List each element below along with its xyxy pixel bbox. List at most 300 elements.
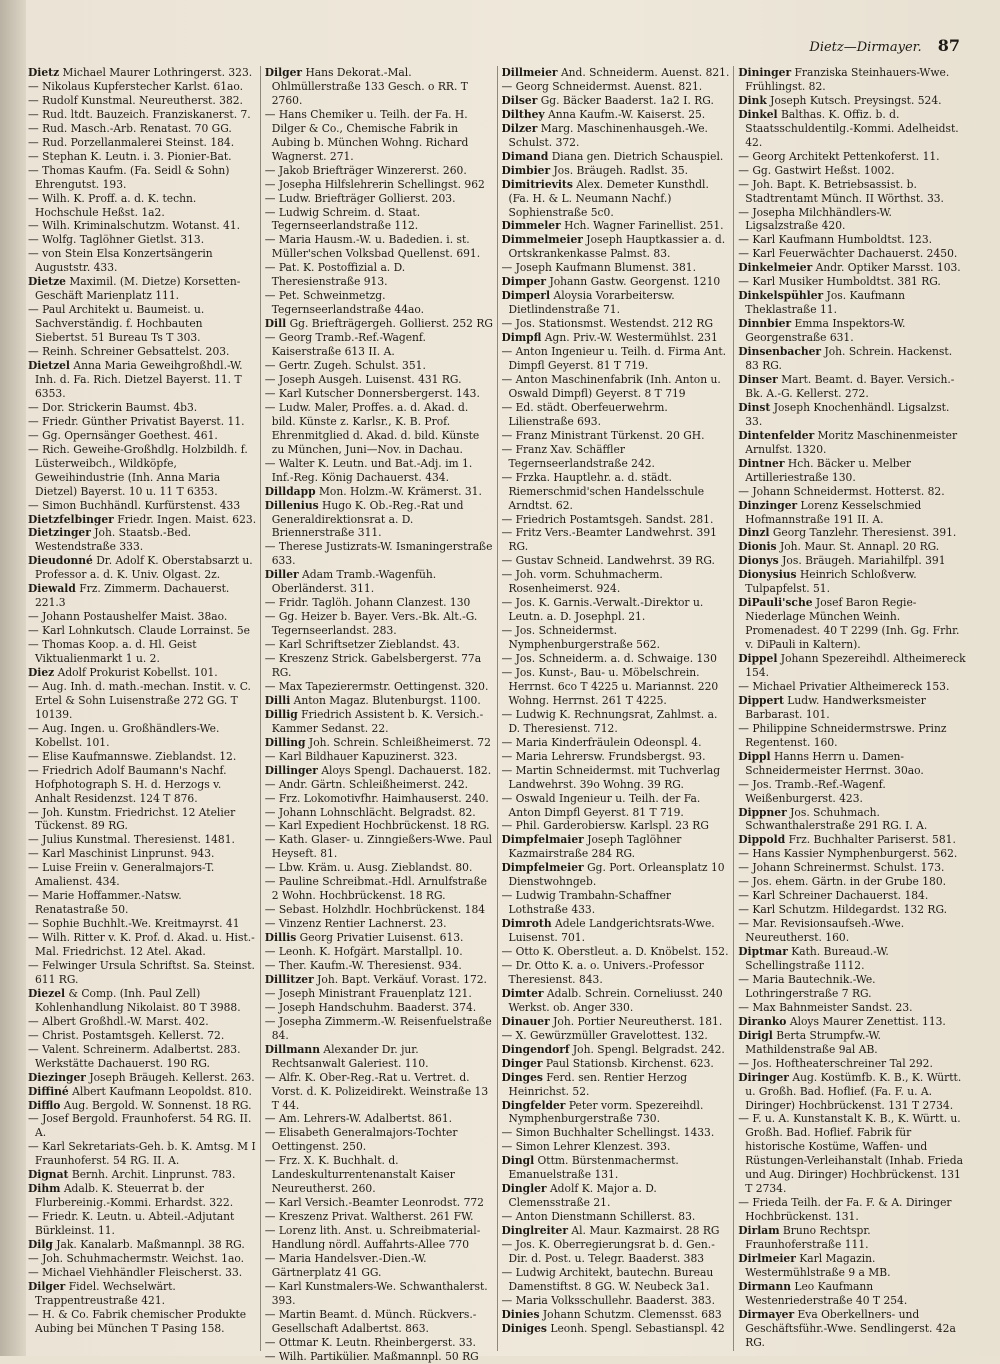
directory-entry: — Martin Beamt. d. Münch. Rückvers.-Gesellschaft Adalbertst. 863.: [264, 1307, 477, 1335]
directory-entry: Dippel Johann Spezereihdl. Altheimereck 154.: [738, 652, 966, 679]
directory-entry: Dimmelmeier Joseph Hauptkassier a. d. Ortskrankenkasse Palmst. 83.: [501, 233, 726, 261]
directory-entry: — Leonh. K. Hofgärt. Marstallpl. 10.: [264, 945, 463, 959]
directory-entry: Diez Adolf Prokurist Kobellst. 101.: [28, 665, 218, 679]
directory-entry: Dillmeier And. Schneiderm. Auenst. 821.: [501, 66, 730, 79]
directory-entry: — Elise Kaufmannswe. Zieblandst. 12.: [28, 749, 237, 763]
directory-entry: Dillenius Hugo K. Ob.-Reg.-Rat und Generaldirektionsrat a. D. Briennerstraße 311.: [264, 498, 464, 540]
directory-entry: — Sebast. Holzhdlr. Hochbrückenst. 184: [264, 903, 486, 917]
directory-entry: — Dr. Otto K. a. o. Univers.-Professor Theresienst. 843.: [501, 959, 704, 986]
directory-entry: Diewald Frz. Zimmerm. Dachauerst. 221.3: [28, 582, 230, 610]
entry-surname: Dillis: [264, 931, 297, 945]
entry-surname: Dippold: [738, 833, 786, 847]
directory-entry: Dionysius Heinrich Schloßverw. Tulpapfelst. 51.: [738, 568, 917, 596]
directory-entry: — Elisabeth Generalmajors-Tochter Oettingenst. 250.: [264, 1126, 458, 1154]
directory-entry: Dingfelder Peter vorm. Spezereihdl. Nymphenburgerstraße 730.: [501, 1098, 704, 1126]
directory-entry: — Ludw. Briefträger Gollierst. 203.: [264, 191, 456, 205]
directory-entry: — Stephan K. Leutn. i. 3. Pionier-Bat.: [28, 149, 232, 163]
directory-entry: — Anton Dienstmann Schillerst. 83.: [501, 1210, 696, 1224]
entry-surname: Dinkelmeier: [738, 261, 813, 275]
entry-surname: Dimbier: [501, 163, 551, 177]
directory-entry: Diranko Aloys Maurer Zenettist. 113.: [738, 1014, 946, 1028]
directory-entry: Diezinger Joseph Bräugeh. Kellerst. 263.: [28, 1070, 255, 1084]
directory-entry: Difflo Aug. Bergold. W. Sonnenst. 18 RG.: [28, 1098, 252, 1112]
directory-entry: Dirlam Bruno Rechtspr. Fraunhoferstraße 111.: [738, 1224, 871, 1252]
directory-entry: — Ludwig Architekt, bautechn. Bureau Damenstiftst. 8 GG. W. Neubeck 3a1.: [501, 1265, 714, 1293]
directory-entry: — Ludw. Maler, Proffes. a. d. Akad. d. bild. Künste z. Karlsr., K. B. Prof. Ehrenmitglied d. Akad. d. bild. Künste zu München, Juni—Nov. in Dachau.: [264, 400, 480, 456]
entry-surname: Dippl: [738, 749, 771, 763]
directory-entry: Dimbier Jos. Bräugeh. Radlst. 35.: [501, 163, 689, 177]
directory-entry: — Phil. Garderobiersw. Karlspl. 23 RG: [501, 819, 709, 833]
directory-entry: — Hans Chemiker u. Teilh. der Fa. H. Dilger & Co., Chemische Fabrik in Aubing b. München Wohng. Richard Wagnerst. 271.: [264, 107, 469, 163]
directory-entry: — Maria Bautechnik.-We. Lothringerstraße 7 RG.: [738, 972, 876, 1000]
directory-entry: — Maria Lehrersw. Frundsbergst. 93.: [501, 749, 706, 763]
entry-surname: Dillmeier: [501, 66, 558, 79]
directory-entry: — Georg Tramb.-Ref.-Wagenf. Kaiserstraße 613 II. A.: [264, 331, 426, 359]
entry-surname: Dinzinger: [738, 498, 798, 512]
entry-surname: Dionys: [738, 554, 779, 568]
directory-entry: — Valent. Schreinerm. Adalbertst. 283. Werkstätte Dachauerst. 190 RG.: [28, 1042, 241, 1070]
directory-entry: Dingler Adolf K. Major a. D. Clemensstraße 21.: [501, 1182, 657, 1210]
directory-entry: — Jos. K. Garnis.-Verwalt.-Direktor u. Leutn. a. D. Josephpl. 21.: [501, 596, 704, 624]
directory-entry: — Rudolf Kunstmal. Neureutherst. 382.: [28, 93, 243, 107]
entry-surname: Dimroth: [501, 917, 552, 931]
directory-entry: — Am. Lehrers-W. Adalbertst. 861.: [264, 1112, 453, 1126]
directory-entry: — Simon Lehrer Klenzest. 393.: [501, 1140, 671, 1154]
entry-surname: Diptmar: [738, 945, 788, 959]
entry-surname: Dirlmeier: [738, 1252, 796, 1266]
entry-surname: Dillitzer: [264, 972, 314, 986]
column-4: [738, 66, 970, 1351]
directory-entry: — Karl Maschinist Linprunst. 943.: [28, 847, 215, 861]
directory-entry: — Gustav Schneid. Landwehrst. 39 RG.: [501, 554, 715, 568]
directory-entry: — Frieda Teilh. der Fa. F. & A. Diringer Hochbrückenst. 131.: [738, 1196, 952, 1224]
directory-entry: Dilling Joh. Schrein. Schleißheimerst. 72: [264, 735, 491, 749]
directory-entry: Dignat Bernh. Archit. Linprunst. 783.: [28, 1168, 236, 1182]
directory-entry: — Frz. Lokomotivfhr. Haimhauserst. 240.: [264, 791, 489, 805]
directory-entry: — Maria Handelsver.-Dien.-W. Gärtnerplatz 41 GG.: [264, 1252, 427, 1279]
directory-entry: — Nikolaus Kupferstecher Karlst. 61ao.: [28, 79, 244, 93]
entry-surname: Dinsenbacher: [738, 345, 822, 359]
directory-entry: — Mar. Revisionsaufseh.-Wwe. Neureutherst. 160.: [738, 917, 905, 945]
entry-surname: Dirmann: [738, 1279, 791, 1293]
entry-surname: Diller: [264, 568, 299, 582]
entry-surname: Dingendorf: [501, 1042, 570, 1056]
entry-surname: Dietzinger: [28, 526, 91, 540]
directory-entry: Dimitrievits Alex. Demeter Kunsthdl. (Fa. H. & L. Neumann Nachf.) Sophienstraße 5c0.: [501, 177, 709, 219]
directory-entry: Dingl Ottm. Bürstenmachermst. Emanuelstraße 131.: [501, 1154, 679, 1182]
entry-surname: Dinser: [738, 372, 778, 386]
directory-entry: — Josef Bergold. Fraunhoferst. 54 RG. II. A.: [28, 1112, 252, 1140]
directory-entry: Dionis Joh. Maur. St. Annapl. 20 RG.: [738, 540, 940, 554]
directory-entry: — Felwinger Ursula Schriftst. Sa. Steinst. 611 RG.: [28, 959, 255, 986]
directory-entry: — Karl Kutscher Donnersbergerst. 143.: [264, 386, 480, 400]
entry-surname: Dilling: [264, 735, 306, 749]
directory-entry: Dinzl Georg Tanzlehr. Theresienst. 391.: [738, 526, 957, 540]
directory-entry: Dimpfelmaier Joseph Taglöhner Kazmairstraße 284 RG.: [501, 833, 682, 861]
directory-entry: — Johann Postaushelfer Maist. 38ao.: [28, 610, 228, 624]
directory-entry: — Anton Maschinenfabrik (Inh. Anton u. Oswald Dimpfl) Geyerst. 8 T 719: [501, 372, 721, 400]
directory-entry: — Hans Kassier Nymphenburgerst. 562.: [738, 847, 958, 861]
entry-surname: Dippner: [738, 805, 787, 819]
column-3: [502, 66, 735, 1351]
directory-entry: Dinnbier Emma Inspektors-W. Georgenstraße 631.: [738, 317, 906, 345]
entry-surname: Dieudonné: [28, 554, 93, 568]
directory-entry: — Franz Xav. Schäffler Tegernseerlandstraße 242.: [501, 442, 655, 470]
directory-entry: — Johann Schreinermst. Schulst. 173.: [738, 861, 945, 875]
entry-surname: Dimmeler: [501, 219, 561, 233]
directory-entry: — Josepha Zimmerm.-W. Reisenfuelstraße 84.: [264, 1014, 492, 1042]
directory-entry: — Martin Schneidermst. mit Tuchverlag Landwehrst. 39o Wohng. 39 RG.: [501, 763, 721, 791]
directory-entry: — Michael Viehhändler Fleischerst. 33.: [28, 1265, 243, 1279]
directory-entry: — Franz Ministrant Türkenst. 20 GH.: [501, 428, 705, 442]
directory-entry: Dilli Anton Magaz. Blutenburgst. 1100.: [264, 693, 481, 707]
directory-entry: — Wilh. Ritter v. K. Prof. d. Akad. u. Hist.-Mal. Friedrichst. 12 Atel. Akad.: [28, 931, 255, 959]
directory-entry: Dinkelspühler Jos. Kaufmann Theklastraße 11.: [738, 289, 906, 317]
entry-surname: Dingl: [501, 1154, 535, 1168]
entry-surname: Diez: [28, 665, 55, 679]
directory-entry: — Frz. X. K. Buchhalt. d. Landeskulturrentenanstalt Kaiser Neureutherst. 260.: [264, 1154, 455, 1196]
directory-entry: — Pat. K. Postoffizial a. D. Theresienstraße 913.: [264, 261, 406, 289]
directory-entry: — Jos. K. Oberregierungsrat b. d. Gen.-Dir. d. Post. u. Telegr. Baaderst. 383: [501, 1238, 715, 1266]
directory-entry: Dippold Frz. Buchhalter Pariserst. 581.: [738, 833, 956, 847]
directory-entry: — Reinh. Schreiner Gebsattelst. 203.: [28, 345, 230, 359]
entry-surname: Dinzl: [738, 526, 770, 540]
directory-entry: — Karl Kunstmalers-We. Schwanthalerst. 393.: [264, 1279, 488, 1307]
directory-entry: Dimand Diana gen. Dietrich Schauspiel.: [501, 149, 724, 163]
directory-entry: — Philippine Schneidermstrswe. Prinz Regentenst. 160.: [738, 721, 947, 749]
directory-entry: Diringer Aug. Kostümfb. K. B., K. Württ. u. Großh. Bad. Hoflief. (Fa. F. u. A. Diringer) Hochbrückenst. 131 T 2734.: [738, 1070, 962, 1112]
entry-surname: Dirigl: [738, 1028, 773, 1042]
directory-entry: — Karl Versich.-Beamter Leonrodst. 772: [264, 1196, 484, 1210]
entry-surname: Dimpfl: [501, 331, 542, 345]
entry-surname: Dilli: [264, 693, 291, 707]
entry-surname: Dinges: [501, 1070, 543, 1084]
directory-entry: — Max Tapezierermstr. Oettingenst. 320.: [264, 679, 489, 693]
directory-entry: — Wilh. K. Proff. a. d. K. techn. Hochschule Heßst. 1a2.: [28, 191, 197, 219]
directory-entry: — Wolfg. Taglöhner Gietlst. 313.: [28, 233, 205, 247]
entry-surname: Dimpfelmaier: [501, 833, 584, 847]
directory-entry: Dilzer Marg. Maschinenhausgeh.-We. Schulst. 372.: [501, 121, 708, 149]
directory-entry: Dilser Gg. Bäcker Baaderst. 1a2 I. RG.: [501, 93, 714, 107]
directory-entry: — Joseph Kaufmann Blumenst. 381.: [501, 261, 696, 275]
directory-entry: — Fritz Vers.-Beamter Landwehrst. 391 RG.: [501, 526, 717, 554]
directory-entry: — Wilh. Partikülier. Maßmannpl. 50 RG: [264, 1349, 479, 1363]
directory-entry: — Ed. städt. Oberfeuerwehrm. Lilienstraße 693.: [501, 400, 668, 428]
directory-entry: Dillmann Alexander Dr. jur. Rechtsanwalt Galeriest. 110.: [264, 1042, 429, 1070]
directory-entry: — Gertr. Zugeh. Schulst. 351.: [264, 359, 426, 373]
directory-entry: Dilger Fidel. Wechselwärt. Trappentreustraße 421.: [28, 1279, 176, 1307]
directory-entry: — Gg. Opernsänger Goethest. 461.: [28, 428, 218, 442]
directory-entry: — Ludwig Schreim. d. Staat. Tegernseerlandstraße 112.: [264, 205, 421, 233]
entry-surname: Dihm: [28, 1182, 61, 1196]
directory-entry: — Gg. Gastwirt Heßst. 1002.: [738, 163, 895, 177]
directory-entry: — Friedrich Postamtsgeh. Sandst. 281.: [501, 512, 714, 526]
entry-surname: Dinies: [501, 1307, 540, 1321]
directory-entry: Dilger Hans Dekorat.-Mal. Ohlmüllerstraße 133 Gesch. o RR. T 2760.: [264, 66, 468, 107]
directory-entry: Dinser Mart. Beamt. d. Bayer. Versich.-Bk. A.-G. Kellerst. 272.: [738, 372, 955, 400]
entry-surname: Dillmann: [264, 1042, 320, 1056]
directory-entry: Dihm Adalb. K. Steuerrat b. der Flurbereinig.-Kommi. Erhardst. 322.: [28, 1182, 234, 1210]
directory-entry: Dinkel Balthas. K. Offiz. b. d. Staatsschuldentilg.-Kommi. Adelheidst. 42.: [738, 107, 959, 149]
entry-surname: Dinkel: [738, 107, 778, 121]
entry-surname: Dintner: [738, 456, 785, 470]
entry-surname: Diezinger: [28, 1070, 86, 1084]
directory-entry: — Jos. Schneidermst. Nymphenburgerstraße 562.: [501, 624, 660, 652]
entry-surname: Dimitrievits: [501, 177, 573, 191]
directory-entry: — Max Bahnmeister Sandst. 23.: [738, 1000, 913, 1014]
directory-entry: Dieudonné Dr. Adolf K. Oberstabsarzt u. Professor a. d. K. Univ. Olgast. 2z.: [28, 554, 253, 582]
directory-entry: — Jos. Stationsmst. Westendst. 212 RG: [501, 317, 714, 331]
directory-entry: — Paul Architekt u. Baumeist. u. Sachverständig. f. Hochbauten Siebertst. 51 Bureau Ts T 303.: [28, 303, 205, 345]
directory-entry: Dink Joseph Kutsch. Preysingst. 524.: [738, 93, 942, 107]
directory-entry: — Frzka. Hauptlehr. a. d. städt. Riemerschmid'schen Handelsschule Arndtst. 62.: [501, 470, 705, 512]
directory-entry: — Joh. Bapt. K. Betriebsassist. b. Stadtrentamt Münch. II Wörthst. 33.: [738, 177, 944, 205]
directory-entry: — Therese Justizrats-W. Ismaningerstraße 633.: [264, 540, 493, 568]
directory-entry: Dietzinger Joh. Staatsb.-Bed. Westendstraße 333.: [28, 526, 192, 554]
entry-surname: Diniges: [501, 1321, 547, 1335]
directory-entry: — von Stein Elsa Konzertsängerin Auguststr. 433.: [28, 247, 213, 275]
directory-entry: Dimperl Aloysia Vorarbeitersw. Dietlindenstraße 71.: [501, 289, 675, 317]
entry-surname: Dillenius: [264, 498, 319, 512]
directory-entry: — Friedrich Adolf Baumann's Nachf. Hofphotograph S. H. d. Herzogs v. Anhalt Residenzst. 124 T 876.: [28, 763, 227, 805]
directory-entry: — Maria Volksschullehr. Baaderst. 383.: [501, 1293, 715, 1307]
directory-entry: — Lorenz lith. Anst. u. Schreibmaterial-Handlung nördl. Auffahrts-Allee 770: [264, 1224, 481, 1252]
directory-entry: — Karl Expedient Hochbrückenst. 18 RG.: [264, 819, 490, 833]
directory-entry: — Joh. Schuhmachermstr. Weichst. 1ao.: [28, 1252, 245, 1266]
directory-entry: — Maria Kinderfräulein Odeonspl. 4.: [501, 735, 702, 749]
directory-entry: — Kath. Glaser- u. Zinngießers-Wwe. Paul Heyseft. 81.: [264, 833, 493, 861]
directory-entry: — Rich. Geweihe-Großhdlg. Holzbildh. f. Lüsterweibch., Wildköpfe, Geweihindustrie (Inh. Anna Maria Dietzel) Bayerst. 10 u. 11 T 6353.: [28, 442, 248, 498]
entry-surname: Dilthey: [501, 107, 545, 121]
directory-entry: Diffiné Albert Kaufmann Leopoldst. 810.: [28, 1084, 252, 1098]
directory-entry: Diptmar Kath. Bureaud.-W. Schellingstraße 1112.: [738, 945, 889, 972]
directory-entry: — Josepha Hilfslehrerin Schellingst. 962: [264, 177, 485, 191]
entry-surname: Dietze: [28, 275, 66, 289]
directory-entry: — X. Gewürzmüller Gravelottest. 132.: [501, 1028, 708, 1042]
directory-entry: Dinst Joseph Knochenhändl. Ligsalzst. 33.: [738, 400, 950, 428]
entry-surname: Dionysius: [738, 568, 797, 582]
directory-entry: — Friedr. K. Leutn. u. Abteil.-Adjutant Bürkleinst. 11.: [28, 1210, 235, 1238]
directory-entry: — Rud. Porzellanmalerei Steinst. 184.: [28, 135, 235, 149]
directory-entry: Dintenfelder Moritz Maschinenmeister Arnulfst. 1320.: [738, 428, 958, 456]
directory-entry: — Marie Hoffammer.-Natsw. Renatastraße 50.: [28, 889, 182, 917]
directory-entry: — Johann Schneidermst. Hotterst. 82.: [738, 484, 945, 498]
directory-entry: — Albert Großhdl.-W. Marst. 402.: [28, 1014, 209, 1028]
directory-entry: Dimter Adalb. Schrein. Corneliusst. 240 Werkst. ob. Anger 330.: [501, 986, 723, 1014]
directory-entry: — Josepha Milchhändlers-W. Ligsalzstraße 420.: [738, 205, 892, 233]
directory-entry: Dimpfl Agn. Priv.-W. Westermühlst. 231: [501, 331, 718, 345]
directory-entry: DiPauli'sche Josef Baron Regie-Niederlage München Weinh. Promenadest. 40 T 2299 (Inh. Gg. Frhr. v. DiPauli in Kaltern).: [738, 596, 960, 652]
entry-surname: Dimper: [501, 275, 547, 289]
directory-entry: — Pauline Schreibmat.-Hdl. Arnulfstraße 2 Wohn. Hochbrückenst. 18 RG.: [264, 875, 488, 903]
directory-entry: — Gg. Heizer b. Bayer. Vers.-Bk. Alt.-G. Tegernseerlandst. 283.: [264, 610, 478, 638]
directory-entry: — Lbw. Kräm. u. Ausg. Zieblandst. 80.: [264, 861, 473, 875]
directory-entry: — Dor. Strickerin Baumst. 4b3.: [28, 400, 198, 414]
directory-entry: — Thomas Kaufm. (Fa. Seidl & Sohn) Ehrengutst. 193.: [28, 163, 230, 191]
directory-entry: Dinger Paul Stationsb. Kirchenst. 623.: [501, 1056, 714, 1070]
entry-surname: Dimmelmeier: [501, 233, 583, 247]
entry-surname: Diringer: [738, 1070, 789, 1084]
directory-entry: — Joh. Kunstm. Friedrichst. 12 Atelier Tückenst. 89 RG.: [28, 805, 236, 833]
entry-surname: DiPauli'sche: [738, 596, 813, 610]
entry-surname: Dinger: [501, 1056, 543, 1070]
directory-entry: Dillitzer Joh. Bapt. Verkäuf. Vorast. 172.: [264, 972, 487, 986]
directory-entry: — Karl Musiker Humboldtst. 381 RG.: [738, 275, 941, 289]
entry-surname: Dimter: [501, 986, 544, 1000]
running-header: [760, 36, 960, 60]
directory-entry: — Wilh. Kriminalschutzm. Wotanst. 41.: [28, 219, 241, 233]
directory-entry: — Thomas Koop. a. d. Hl. Geist Viktualienmarkt 1 u. 2.: [28, 638, 197, 666]
directory-entry: Dillig Friedrich Assistent b. K. Versich.-Kammer Sedanst. 22.: [264, 707, 484, 735]
entry-surname: Dietzfelbinger: [28, 512, 114, 526]
directory-entry: — Aug. Ingen. u. Großhändlers-We. Kobellst. 101.: [28, 721, 220, 749]
entry-surname: Dietzel: [28, 359, 70, 373]
directory-entry: Dinglreiter Al. Maur. Kazmairst. 28 RG: [501, 1224, 720, 1238]
directory-entry: — Luise Freiin v. Generalmajors-T. Amalienst. 434.: [28, 861, 215, 889]
entry-surname: Dill: [264, 317, 287, 331]
book-gutter: [0, 0, 26, 1356]
directory-entry: Dinzinger Lorenz Kesselschmied Hofmannstraße 191 II. A.: [738, 498, 922, 526]
entry-surname: Dignat: [28, 1168, 69, 1182]
directory-entry: Dingendorf Joh. Spengl. Belgradst. 242.: [501, 1042, 725, 1056]
directory-entry: — Simon Buchhändl. Kurfürstenst. 433: [28, 498, 241, 512]
directory-entry: — Rud. Masch.-Arb. Renatast. 70 GG.: [28, 121, 232, 135]
directory-entry: Dinauer Joh. Portier Neureutherst. 181.: [501, 1014, 723, 1028]
directory-entry: — Maria Hausm.-W. u. Badedien. i. st. Müller'schen Volksbad Quellenst. 691.: [264, 233, 481, 261]
directory-entry: — Karl Schriftsetzer Zieblandst. 43.: [264, 638, 460, 652]
directory-entry: Dintner Hch. Bäcker u. Melber Artilleriestraße 130.: [738, 456, 912, 484]
directory-entry: — Jakob Briefträger Winzererst. 260.: [264, 163, 467, 177]
directory-entry: Dinkelmeier Andr. Optiker Marsst. 103.: [738, 261, 961, 275]
directory-entry: — Ther. Kaufm.-W. Theresienst. 934.: [264, 959, 462, 972]
directory-entry: — Jos. Tramb.-Ref.-Wagenf. Weißenburgerst. 423.: [738, 777, 886, 805]
entry-surname: Dionis: [738, 540, 777, 554]
directory-entry: — Anton Ingenieur u. Teilh. d. Firma Ant. Dimpfl Geyerst. 81 T 719.: [501, 345, 727, 373]
entry-surname: Dinauer: [501, 1014, 550, 1028]
directory-entry: Dillinger Aloys Spengl. Dachauerst. 182.: [264, 763, 492, 777]
directory-entry: Dillis Georg Privatier Luisenst. 613.: [264, 931, 464, 945]
entry-surname: Dippel: [738, 652, 778, 666]
directory-entry: Dimper Johann Gastw. Georgenst. 1210: [501, 275, 721, 289]
directory-entry: — Vinzenz Rentier Lachnerst. 23.: [264, 917, 447, 931]
entry-surname: Dillig: [264, 707, 298, 721]
entry-surname: Dilldapp: [264, 484, 316, 498]
directory-entry: — Walter K. Leutn. und Bat.-Adj. im 1. Inf.-Reg. König Dachauerst. 434.: [264, 456, 473, 484]
directory-entry: Diller Adam Tramb.-Wagenfüh. Oberländerst. 311.: [264, 568, 437, 596]
directory-entry: — Fridr. Taglöh. Johann Clanzest. 130: [264, 596, 471, 610]
directory-entry: — Joseph Ausgeh. Luisenst. 431 RG.: [264, 372, 462, 386]
entry-surname: Dirmayer: [738, 1307, 795, 1321]
directory-entry: Dirmann Leo Kaufmann Westenriederstraße 40 T 254.: [738, 1279, 908, 1307]
directory-entry: — Sophie Buchhlt.-We. Kreitmayrst. 41: [28, 917, 240, 931]
directory-entry: Dippner Jos. Schuhmach. Schwanthalerstraße 291 RG. I. A.: [738, 805, 928, 833]
directory-entry: Dietzfelbinger Friedr. Ingen. Maist. 623.: [28, 512, 257, 526]
directory-entry: Dinsenbacher Joh. Schrein. Hackenst. 83 RG.: [738, 345, 953, 373]
directory-entry: — Karl Kaufmann Humboldtst. 123.: [738, 233, 933, 247]
directory-entry: — H. & Co. Fabrik chemischer Produkte Aubing bei München T Pasing 158.: [28, 1307, 247, 1335]
directory-entry: — Karl Schutzm. Hildegardst. 132 RG.: [738, 903, 948, 917]
entry-surname: Dininger: [738, 66, 792, 79]
directory-entry: — Karl Lohnkutsch. Claude Lorrainst. 5e: [28, 624, 251, 638]
directory-entry: Dinges Ferd. sen. Rentier Herzog Heinrichst. 52.: [501, 1070, 688, 1098]
directory-entry: Dietzel Anna Maria Geweihgroßhdl.-W. Inh. d. Fa. Rich. Dietzel Bayerst. 11. T 6353.: [28, 359, 243, 400]
directory-entry: Dilg Jak. Kanalarb. Maßmannpl. 38 RG.: [28, 1238, 245, 1252]
directory-entry: — F. u. A. Kunstanstalt K. B., K. Württ. u. Großh. Bad. Hoflief. Fabrik für historische Kostüme, Waffen- und Rüstungen-Verleihanstalt (Inhab. Frieda und Aug. Diringer) Hochbrückenst. 131 T 2734.: [738, 1112, 963, 1196]
directory-entry: Diezel & Comp. (Inh. Paul Zell) Kohlenhandlung Nikolaist. 80 T 3988.: [28, 986, 241, 1014]
page-number: 87: [937, 36, 960, 55]
column-1: [28, 66, 261, 1351]
directory-entry: — Georg Architekt Pettenkoferst. 11.: [738, 149, 940, 163]
directory-entry: — Karl Sekretariats-Geh. b. K. Amtsg. M I Fraunhoferst. 54 RG. II. A.: [28, 1140, 256, 1168]
entry-surname: Dinnbier: [738, 317, 792, 331]
directory-entry: — Julius Kunstmal. Theresienst. 1481.: [28, 833, 235, 847]
directory-entry: Dietze Maximil. (M. Dietze) Korsetten-Geschäft Marienplatz 111.: [28, 275, 241, 303]
directory-entry: — Pet. Schweinmetzg. Tegernseerlandstraße 44ao.: [264, 289, 425, 317]
entry-surname: Dinglreiter: [501, 1224, 568, 1238]
entry-surname: Diewald: [28, 582, 76, 596]
directory-entry: Dininger Franziska Steinhauers-Wwe. Frühlingst. 82.: [738, 66, 950, 93]
entry-surname: Dimpfelmeier: [501, 861, 584, 875]
directory-entry: — Aug. Inh. d. math.-mechan. Instit. v. C. Ertel & Sohn Luisenstraße 272 GG. T 10139.: [28, 679, 251, 721]
directory-entry: — Georg Schneidermst. Auenst. 821.: [501, 79, 703, 93]
directory-entry: — Ottmar K. Leutn. Rheinbergerst. 33.: [264, 1335, 476, 1349]
entry-surname: Diranko: [738, 1014, 787, 1028]
directory-entry: Dirigl Berta Strumpfw.-W. Mathildenstraße 9al AB.: [738, 1028, 881, 1056]
directory-entry: — Jos. Kunst-, Bau- u. Möbelschrein. Herrnst. 6co T 4225 u. Mariannst. 220 Wohng. Herrnst. 261 T 4225.: [501, 665, 719, 707]
directory-entry: Dippl Hanns Herrn u. Damen-Schneidermeister Herrnst. 30ao.: [738, 749, 924, 777]
directory-entry: — Joseph Ministrant Frauenplatz 121.: [264, 986, 472, 1000]
directory-entry: — Karl Schreiner Dachauerst. 184.: [738, 889, 929, 903]
entry-surname: Dilser: [501, 93, 538, 107]
directory-entry: — Ludwig Trambahn-Schaffner Lothstraße 433.: [501, 889, 672, 917]
directory-entry: Dinies Johann Schutzm. Clemensst. 683: [501, 1307, 722, 1321]
directory-entry: — Andr. Gärtn. Schleißheimerst. 242.: [264, 777, 469, 791]
directory-entry: Dionys Jos. Bräugeh. Mariahilfpl. 391: [738, 554, 946, 568]
entry-surname: Dingler: [501, 1182, 547, 1196]
directory-entry: — Jos. ehem. Gärtn. in der Grube 180.: [738, 875, 947, 889]
directory-entry: — Christ. Postamtsgeh. Kellerst. 72.: [28, 1028, 225, 1042]
directory-entry: — Joh. vorm. Schuhmacherm. Rosenheimerst. 924.: [501, 568, 663, 596]
entry-surname: Dingfelder: [501, 1098, 566, 1112]
directory-entry: — Kreszenz Privat. Waltherst. 261 FW.: [264, 1210, 474, 1224]
directory-entry: — Jos. Hoftheaterschreiner Tal 292.: [738, 1056, 933, 1070]
directory-entry: — Karl Feuerwächter Dachauerst. 2450.: [738, 247, 958, 261]
directory-entry: — Otto K. Oberstleut. a. D. Knöbelst. 152.: [501, 945, 729, 959]
entry-surname: Dimperl: [501, 289, 551, 303]
entry-surname: Dinst: [738, 400, 771, 414]
directory-entry: Dippert Ludw. Handwerksmeister Barbarast. 101.: [738, 693, 926, 721]
directory-entry: Dirmayer Eva Oberkellners- und Geschäftsführ.-Wwe. Sendlingerst. 42a RG.: [738, 1307, 956, 1349]
directory-entry: Dietz Michael Maurer Lothringerst. 323.: [28, 66, 253, 79]
entry-surname: Dillinger: [264, 763, 318, 777]
directory-entry: Dirlmeier Karl Magazin. Westermühlstraße 9 a MB.: [738, 1252, 891, 1279]
entry-surname: Dilger: [264, 66, 303, 79]
directory-entry: — Michael Privatier Altheimereck 153.: [738, 679, 950, 693]
entry-surname: Dilg: [28, 1238, 53, 1252]
entry-surname: Dippert: [738, 693, 784, 707]
directory-entry: Dimpfelmeier Gg. Port. Orleansplatz 10 Dienstwohngeb.: [501, 861, 725, 889]
directory-entry: — Johann Lohnschlächt. Belgradst. 82.: [264, 805, 476, 819]
directory-entry: Dilthey Anna Kaufm.-W. Kaiserst. 25.: [501, 107, 706, 121]
entry-surname: Difflo: [28, 1098, 61, 1112]
entry-columns: [28, 66, 970, 1363]
entry-surname: Diezel: [28, 986, 66, 1000]
directory-entry: — Jos. Schneiderm. a. d. Schwaige. 130: [501, 652, 717, 666]
entry-surname: Dilzer: [501, 121, 538, 135]
entry-surname: Dimand: [501, 149, 549, 163]
directory-entry: Diniges Leonh. Spengl. Sebastianspl. 42: [501, 1321, 725, 1335]
directory-entry: Dimmeler Hch. Wagner Farinellist. 251.: [501, 219, 724, 233]
